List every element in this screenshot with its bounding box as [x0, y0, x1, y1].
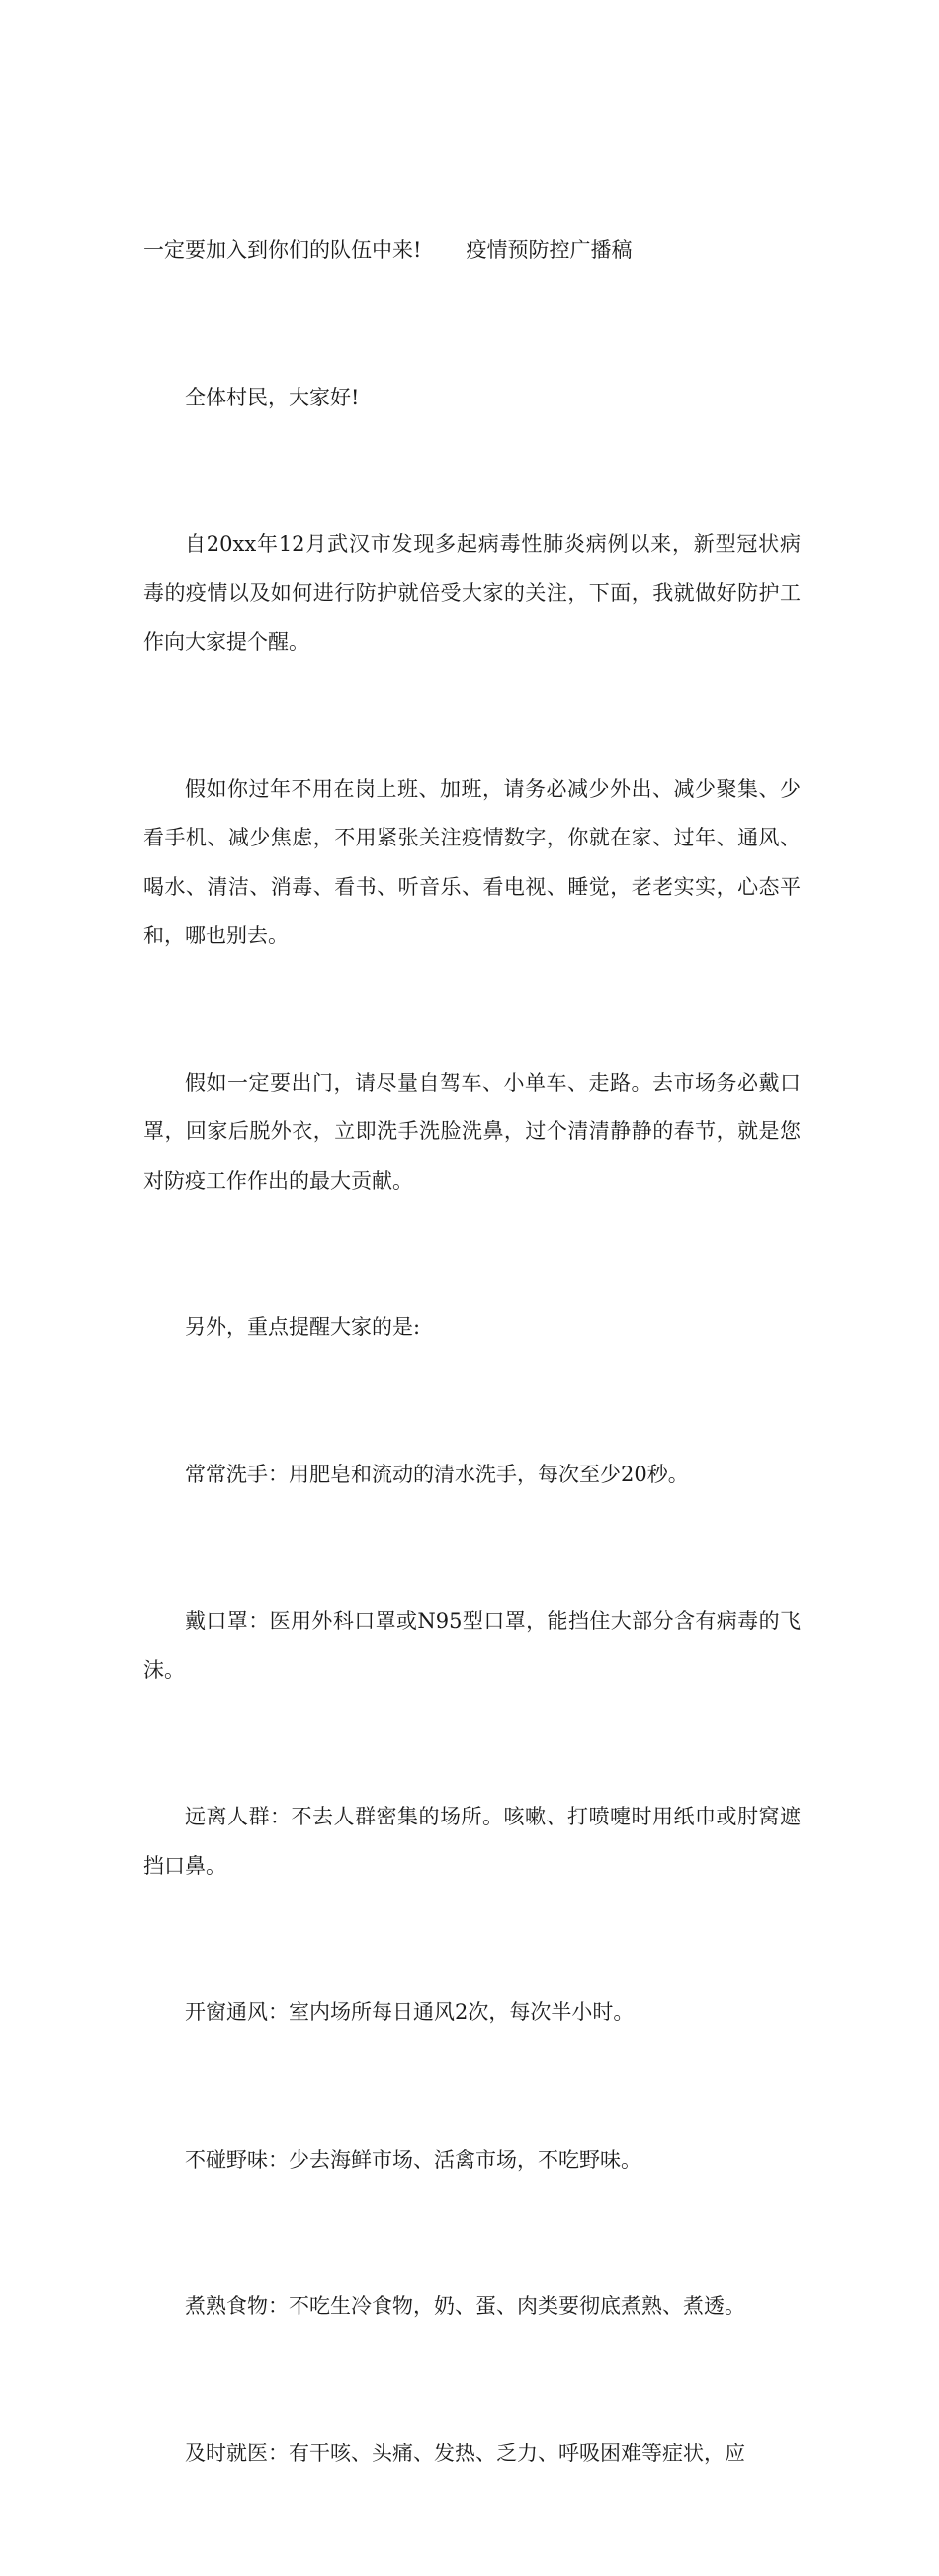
header-line [143, 226, 801, 276]
paragraph-cook-food: 煮熟食物：不吃生冷食物，奶、蛋、肉类要彻底煮熟、煮透。 [185, 2294, 745, 2318]
paragraph-ventilation: 开窗通风：室内场所每日通风2次，每次半小时。 [185, 2000, 635, 2024]
paragraph-wash-hands: 常常洗手：用肥皂和流动的清水洗手，每次至少20秒。 [185, 1462, 689, 1486]
paragraph-stay-home: 假如你过年不用在岗上班、加班，请务必减少外出、减少聚集、少看手机、减少焦虑，不用紧张关注疫情数字，你就在家、过年、通风、喝水、清洁、消毒、看书、听音乐、看电视、睡觉，老老实实，心态平和，哪也别去。 [143, 776, 801, 947]
paragraph-intro: 自20xx年12月武汉市发现多起病毒性肺炎病例以来，新型冠状病毒的疫情以及如何进行防护就倍受大家的关注，下面，我就做好防护工作向大家提个醒。 [143, 532, 801, 654]
paragraph-wear-mask: 戴口罩：医用外科口罩或N95型口罩，能挡住大部分含有病毒的飞沫。 [143, 1609, 801, 1682]
paragraph-greeting: 全体村民，大家好! [185, 385, 360, 409]
previous-section-ending: 一定要加入到你们的队伍中来! [143, 238, 422, 262]
paragraph-no-wild-game: 不碰野味：少去海鲜市场、活禽市场，不吃野味。 [185, 2147, 641, 2172]
paragraph-going-out: 假如一定要出门，请尽量自驾车、小单车、走路。去市场务必戴口罩，回家后脱外衣，立即洗手洗脸洗鼻，过个清清静静的春节，就是您对防疫工作作出的最大贡献。 [143, 1070, 801, 1193]
document-body [143, 129, 801, 2576]
paragraph-avoid-crowds: 远离人群：不去人群密集的场所。咳嗽、打喷嚏时用纸巾或肘窝遮挡口鼻。 [143, 1805, 801, 1878]
paragraph-reminder: 另外，重点提醒大家的是: [185, 1315, 421, 1339]
document-title: 疫情预防控广播稿 [466, 238, 633, 262]
paragraph-seek-medical: 及时就医：有干咳、头痛、发热、乏力、呼吸困难等症状，应 [185, 2441, 745, 2465]
